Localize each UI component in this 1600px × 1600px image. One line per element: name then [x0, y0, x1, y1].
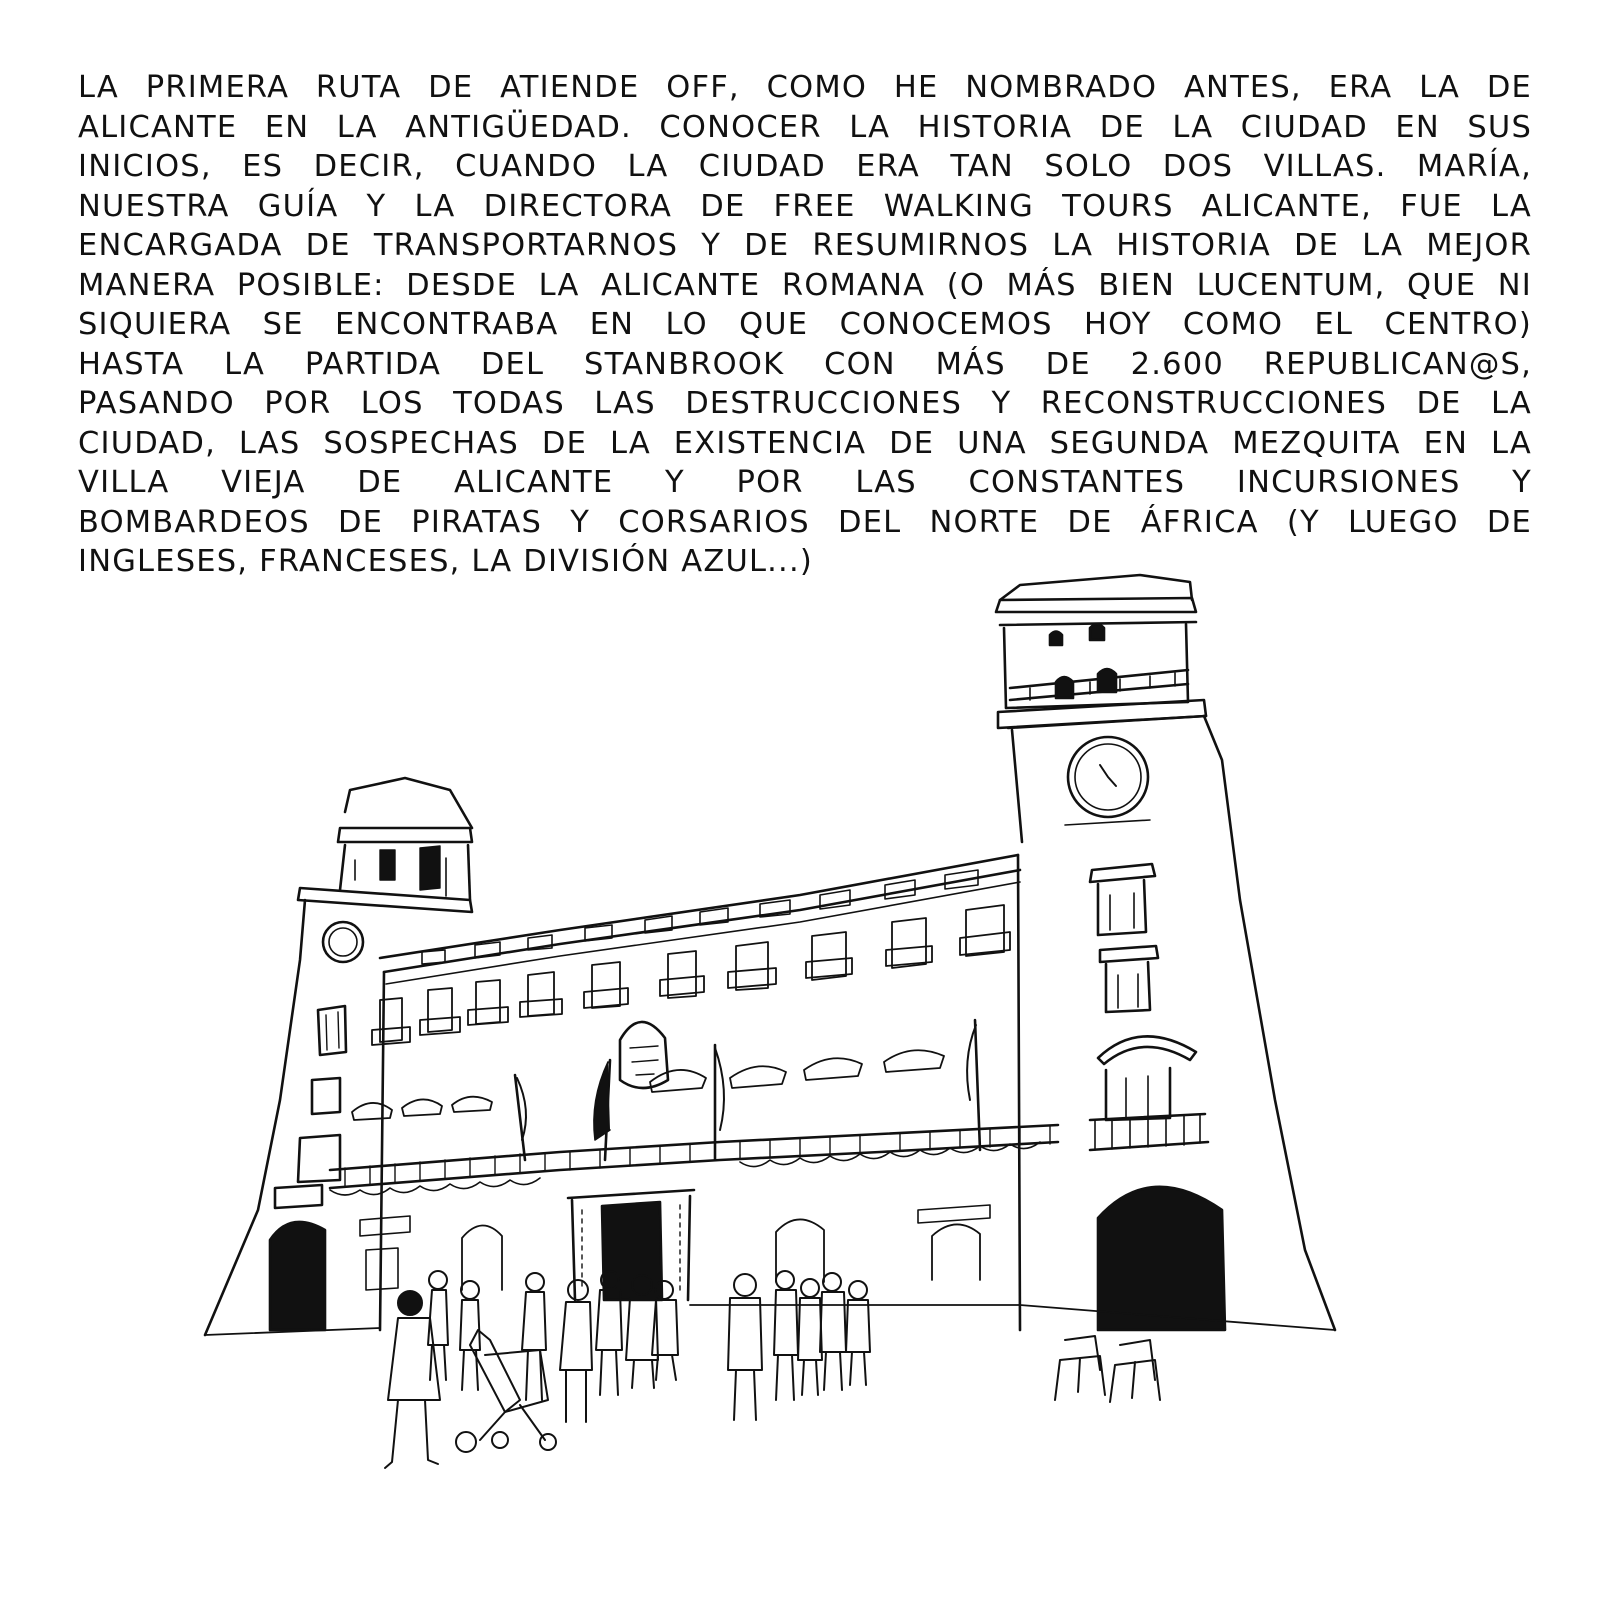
- caption-line: INICIOS, ES DECIR, CUANDO LA CIUDAD ERA TAN SOLO DOS VILLAS. MARÍA,: [78, 149, 1532, 184]
- caption-line: BOMBARDEOS DE PIRATAS Y CORSARIOS DEL NORTE DE ÁFRICA (Y LUEGO DE: [78, 504, 1532, 540]
- caption-line: VILLA VIEJA DE ALICANTE Y POR LAS CONSTANTES INCURSIONES Y: [78, 465, 1532, 500]
- chairs: [1055, 1336, 1160, 1402]
- left-tower: [205, 778, 472, 1335]
- caption-line: SIQUIERA SE ENCONTRABA EN LO QUE CONOCEMOS HOY COMO EL CENTRO): [78, 307, 1532, 342]
- caption-line: MANERA POSIBLE: DESDE LA ALICANTE ROMANA (O MÁS BIEN LUCENTUM, QUE NI: [78, 267, 1532, 303]
- caption-line: PASANDO POR LOS TODAS LAS DESTRUCCIONES Y RECONSTRUCCIONES DE LA: [78, 386, 1532, 421]
- right-tower: [996, 575, 1335, 1330]
- caption-line: LA PRIMERA RUTA DE ATIENDE OFF, COMO HE NOMBRADO ANTES, ERA LA DE: [78, 70, 1532, 105]
- caption-line: INGLESES, FRANCESES, LA DIVISIÓN AZUL...): [78, 544, 813, 579]
- caption-line: CIUDAD, LAS SOSPECHAS DE LA EXISTENCIA DE UNA SEGUNDA MEZQUITA EN LA: [78, 425, 1532, 461]
- caption-line: HASTA LA PARTIDA DEL STANBROOK CON MÁS DE 2.600 REPUBLICAN@S,: [78, 346, 1532, 382]
- caption-line: NUESTRA GUÍA Y LA DIRECTORA DE FREE WALKING TOURS ALICANTE, FUE LA: [78, 188, 1532, 224]
- caption-line: ENCARGADA DE TRANSPORTARNOS Y DE RESUMIRNOS LA HISTORIA DE LA MEJOR: [78, 228, 1532, 263]
- caption-line: ALICANTE EN LA ANTIGÜEDAD. CONOCER LA HISTORIA DE LA CIUDAD EN SUS: [78, 109, 1532, 145]
